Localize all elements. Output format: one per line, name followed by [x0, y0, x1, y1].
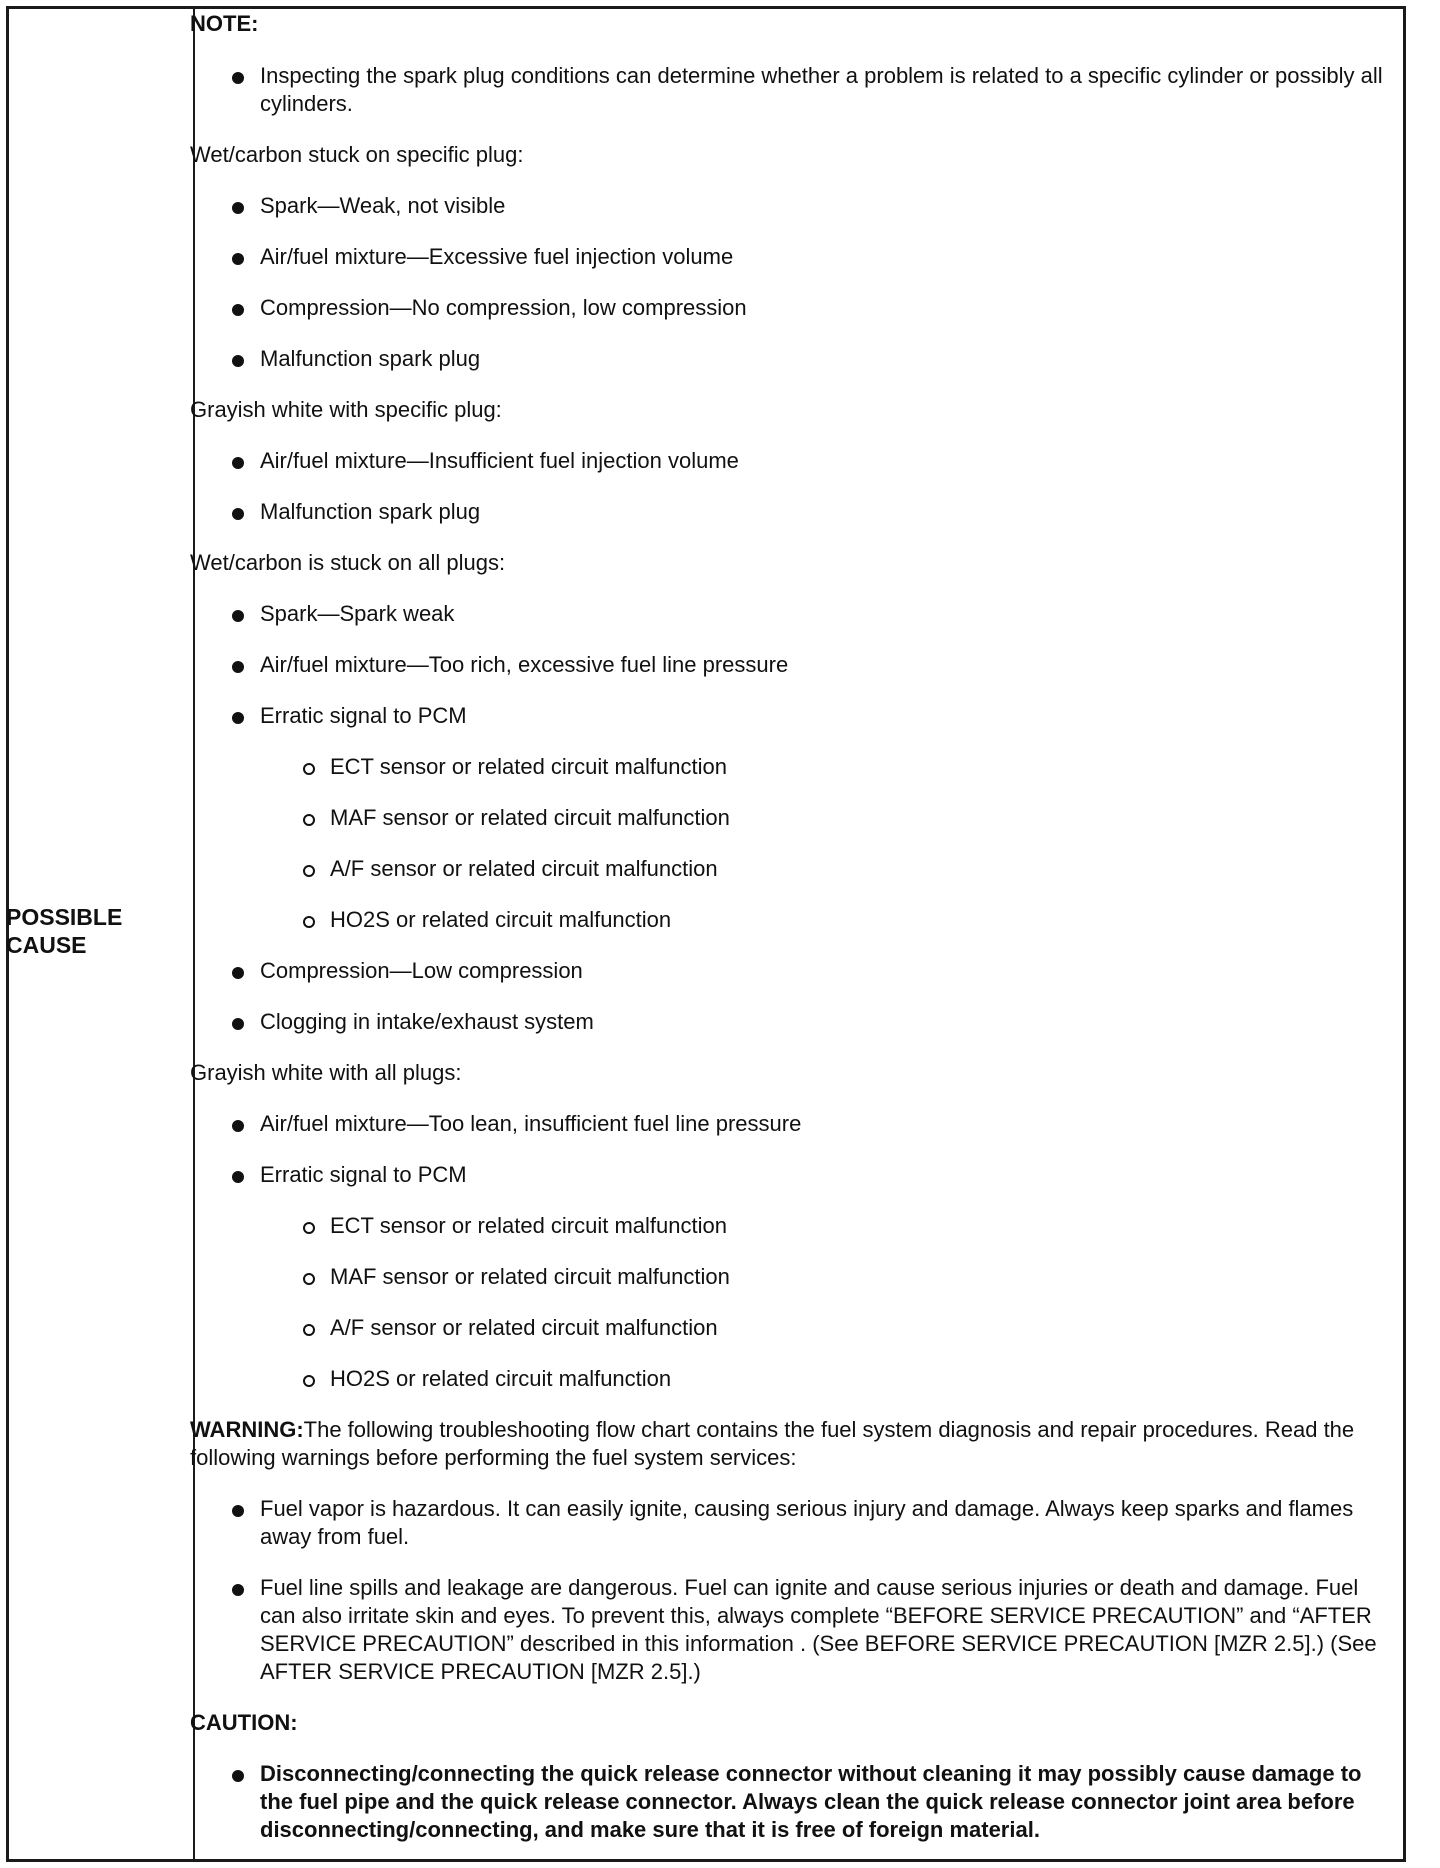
list-item-text: Compression—No compression, low compression	[260, 295, 747, 320]
sub-list-item-text: HO2S or related circuit malfunction	[330, 1366, 672, 1391]
list-item	[190, 345, 1390, 373]
list-item-text: Clogging in intake/exhaust system	[260, 1009, 594, 1034]
bullet-ring-icon	[303, 1222, 315, 1234]
bullet-ring-icon	[303, 814, 315, 826]
list-item	[190, 1008, 1390, 1036]
warning-bullet-text: Fuel line spills and leakage are dangerous. Fuel can ignite and cause serious injuries or death and damage. Fuel can also irritate skin and eyes. To prevent this, always complete “BEFORE SERVICE PRECAUTION” and “AFTER SERVICE PRECAUTION” described in this information . (See BEFORE SERVICE PRECAUTION [MZR 2.5].) (See AFTER SERVICE PRECAUTION [MZR 2.5].)	[260, 1575, 1377, 1684]
bullet-ring-icon	[303, 763, 315, 775]
section-heading: Wet/carbon is stuck on all plugs:	[190, 550, 506, 575]
sub-list-item	[190, 1314, 1390, 1342]
list-item	[190, 294, 1390, 322]
bullet-dot-icon	[232, 1018, 244, 1030]
warning-bullet-text: Fuel vapor is hazardous. It can easily ignite, causing serious injury and damage. Always keep sparks and flames away from fuel.	[260, 1496, 1354, 1549]
sub-list-item-text: MAF sensor or related circuit malfunction	[330, 805, 730, 830]
warning-bullet	[190, 1574, 1390, 1686]
list-item-text: Air/fuel mixture—Excessive fuel injection volume	[260, 244, 734, 269]
sub-list-item-text: MAF sensor or related circuit malfunction	[330, 1264, 730, 1289]
section-heading: Grayish white with specific plug:	[190, 397, 502, 422]
list-item-text: Compression—Low compression	[260, 958, 583, 983]
caution-heading: CAUTION:	[190, 1710, 298, 1735]
list-item	[190, 447, 1390, 475]
list-item	[190, 498, 1390, 526]
bullet-dot-icon	[232, 712, 244, 724]
list-item	[190, 651, 1390, 679]
caution-bullet-text: Disconnecting/connecting the quick release connector without cleaning it may possibly cause damage to the fuel pipe and the quick release connector. Always clean the quick release connector joint area before disconnecting/connecting, and make sure that it is free of foreign material.	[260, 1761, 1362, 1842]
bullet-dot-icon	[232, 1505, 244, 1517]
bullet-dot-icon	[232, 610, 244, 622]
list-item-text: Erratic signal to PCM	[260, 1162, 467, 1187]
sub-list-item	[190, 855, 1390, 883]
cause-content	[190, 10, 1390, 1844]
sub-list-item	[190, 1263, 1390, 1291]
row-header-line-1: POSSIBLE	[6, 904, 123, 930]
list-item-text: Malfunction spark plug	[260, 499, 481, 524]
list-item	[190, 600, 1390, 628]
list-item-text: Erratic signal to PCM	[260, 703, 467, 728]
section-heading: Grayish white with all plugs:	[190, 1060, 462, 1085]
list-item	[190, 192, 1390, 220]
list-item-text: Spark—Weak, not visible	[260, 193, 506, 218]
sub-list-item	[190, 804, 1390, 832]
list-item-text: Air/fuel mixture—Too lean, insufficient fuel line pressure	[260, 1111, 802, 1136]
sub-list-item-text: HO2S or related circuit malfunction	[330, 907, 672, 932]
bullet-ring-icon	[303, 916, 315, 928]
note-bullet-text: Inspecting the spark plug conditions can determine whether a problem is related to a specific cylinder or possibly all cylinders.	[260, 63, 1383, 116]
sub-list-item-text: A/F sensor or related circuit malfunction	[330, 1315, 718, 1340]
row-header-possible-cause	[6, 903, 176, 959]
bullet-dot-icon	[232, 457, 244, 469]
list-item	[190, 1110, 1390, 1138]
caution-bullet	[190, 1760, 1390, 1844]
list-item	[190, 243, 1390, 271]
bullet-ring-icon	[303, 1375, 315, 1387]
sub-list-item-text: A/F sensor or related circuit malfunction	[330, 856, 718, 881]
bullet-dot-icon	[232, 967, 244, 979]
bullet-ring-icon	[303, 865, 315, 877]
sub-list-item	[190, 753, 1390, 781]
warning-text: The following troubleshooting flow chart contains the fuel system diagnosis and repair procedures. Read the following warnings before performing the fuel system services:	[190, 1417, 1355, 1470]
list-item-text: Air/fuel mixture—Insufficient fuel injection volume	[260, 448, 739, 473]
note-heading: NOTE:	[190, 11, 259, 36]
bullet-dot-icon	[232, 202, 244, 214]
list-item-text: Malfunction spark plug	[260, 346, 481, 371]
bullet-dot-icon	[232, 304, 244, 316]
note-bullet	[190, 62, 1390, 118]
bullet-dot-icon	[232, 1171, 244, 1183]
warning-label: WARNING:	[190, 1417, 304, 1442]
list-item	[190, 957, 1390, 985]
list-item-text: Spark—Spark weak	[260, 601, 455, 626]
warning-paragraph	[190, 1416, 1390, 1472]
list-item	[190, 1161, 1390, 1189]
sub-list-item	[190, 906, 1390, 934]
row-header-line-2: CAUSE	[6, 932, 87, 958]
sub-list-item	[190, 1212, 1390, 1240]
warning-bullet	[190, 1495, 1390, 1551]
section-heading: Wet/carbon stuck on specific plug:	[190, 142, 524, 167]
bullet-dot-icon	[232, 72, 244, 84]
bullet-dot-icon	[232, 1584, 244, 1596]
bullet-ring-icon	[303, 1273, 315, 1285]
list-item-text: Air/fuel mixture—Too rich, excessive fuel line pressure	[260, 652, 789, 677]
bullet-dot-icon	[232, 1120, 244, 1132]
sub-list-item-text: ECT sensor or related circuit malfunction	[330, 1213, 727, 1238]
bullet-dot-icon	[232, 355, 244, 367]
bullet-ring-icon	[303, 1324, 315, 1336]
sub-list-item-text: ECT sensor or related circuit malfunction	[330, 754, 727, 779]
sub-list-item	[190, 1365, 1390, 1393]
bullet-dot-icon	[232, 661, 244, 673]
bullet-dot-icon	[232, 253, 244, 265]
list-item	[190, 702, 1390, 730]
bullet-dot-icon	[232, 508, 244, 520]
bullet-dot-icon	[232, 1770, 244, 1782]
